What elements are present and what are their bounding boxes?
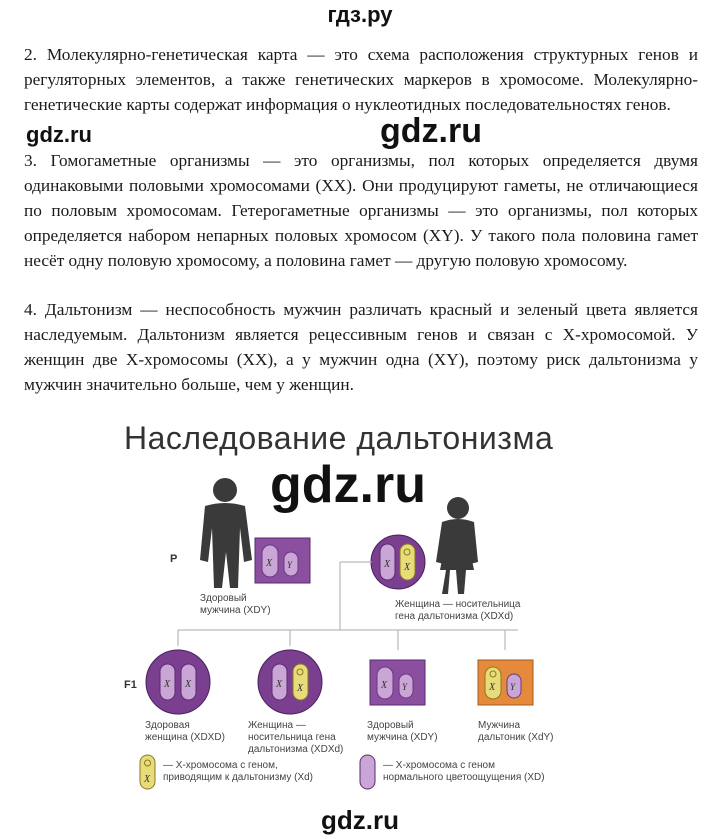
mother-caption: Женщина — носительница гена дальтонизма (XDXd) [395, 599, 521, 622]
svg-text:X: X [144, 774, 151, 785]
child-3-caption: Здоровый мужчина (XDY) [367, 720, 438, 743]
father-caption: Здоровый мужчина (XDY) [200, 593, 271, 616]
paragraph-4: 4. Дальтонизм — неспособность мужчин различать красный и зеленый цвета является наследуемым. Дальтонизм является рецессивным генов и связан с X-хромосомой. У женщин две X-хромосомы (XX), а у мужчин одна (XY), поэтому риск дальтонизма у мужчин значительно больше, чем у женщин. [24, 300, 698, 394]
child-1-caption: Здоровая женщина (XDXD) [145, 720, 225, 743]
svg-text:X: X [489, 682, 496, 693]
svg-text:X: X [276, 679, 283, 690]
svg-text:Y: Y [510, 682, 516, 692]
watermark-bottom: gdz.ru [321, 805, 399, 835]
svg-text:X: X [297, 683, 304, 694]
svg-text:— X-хромосома с геном, п: — X-хромосома с геном, приводящим к дальтонизму (Xd) [163, 760, 314, 783]
child-carrier-female-cell [258, 650, 322, 714]
male-silhouette-icon [200, 478, 252, 588]
legend-purple-chromosome [360, 755, 545, 789]
figure-title: Наследование дальтонизма [124, 420, 554, 456]
child-colorblind-male-cell [478, 660, 533, 705]
site-title: гдз.ру [327, 2, 393, 27]
svg-text:Y: Y [402, 682, 408, 692]
watermark-small: gdz.ru [26, 122, 92, 147]
paragraph-2: 2. Молекулярно-генетическая карта — это схема расположения структурных генов и регуляторных элементов, а также генетических маркеров в хромосоме. Молекулярно-генетические карты содержат информация о нуклеотидных последовательностях генов. [24, 45, 698, 114]
svg-text:Y: Y [287, 560, 293, 570]
child-healthy-male-cell [370, 660, 425, 705]
generation-p-label: P [170, 553, 178, 565]
svg-text:— X-хромосома с геном но: — X-хромосома с геном нормального цветоощущения (XD) [383, 760, 545, 783]
inheritance-diagram [0, 470, 720, 800]
female-silhouette-icon [436, 497, 478, 594]
child-healthy-female-cell [146, 650, 210, 714]
legend-yellow-chromosome [140, 755, 313, 789]
svg-text:X: X [384, 559, 391, 570]
generation-f1-label: F1 [124, 679, 137, 691]
svg-text:X: X [404, 562, 411, 573]
child-2-caption: Женщина — носительница гена дальтонизма (XDXd) [248, 720, 344, 755]
watermark-mid: gdz.ru [380, 112, 482, 150]
watermark-big: gdz.ru [270, 456, 426, 514]
paragraph-3: 3. Гомогаметные организмы — это организмы, пол которых определяется двумя одинаковыми половыми хромосомами (XX). Они продуцируют гаметы, не отличающиеся по половым хромосомам. Гетерогаметные организмы — это организмы, пол которых определяется набором непарных половых хромосом (XY). У такого пола половина гамет несёт одну половую хромосому, а половина гамет — другую половую хромосому. [24, 151, 698, 270]
svg-text:X: X [381, 680, 388, 691]
child-4-caption: Мужчина дальтоник (XdY) [478, 720, 554, 743]
father-cell [255, 538, 310, 583]
mother-cell [371, 535, 425, 589]
svg-text:X: X [164, 679, 171, 690]
svg-text:X: X [185, 679, 192, 690]
svg-text:X: X [266, 558, 273, 569]
